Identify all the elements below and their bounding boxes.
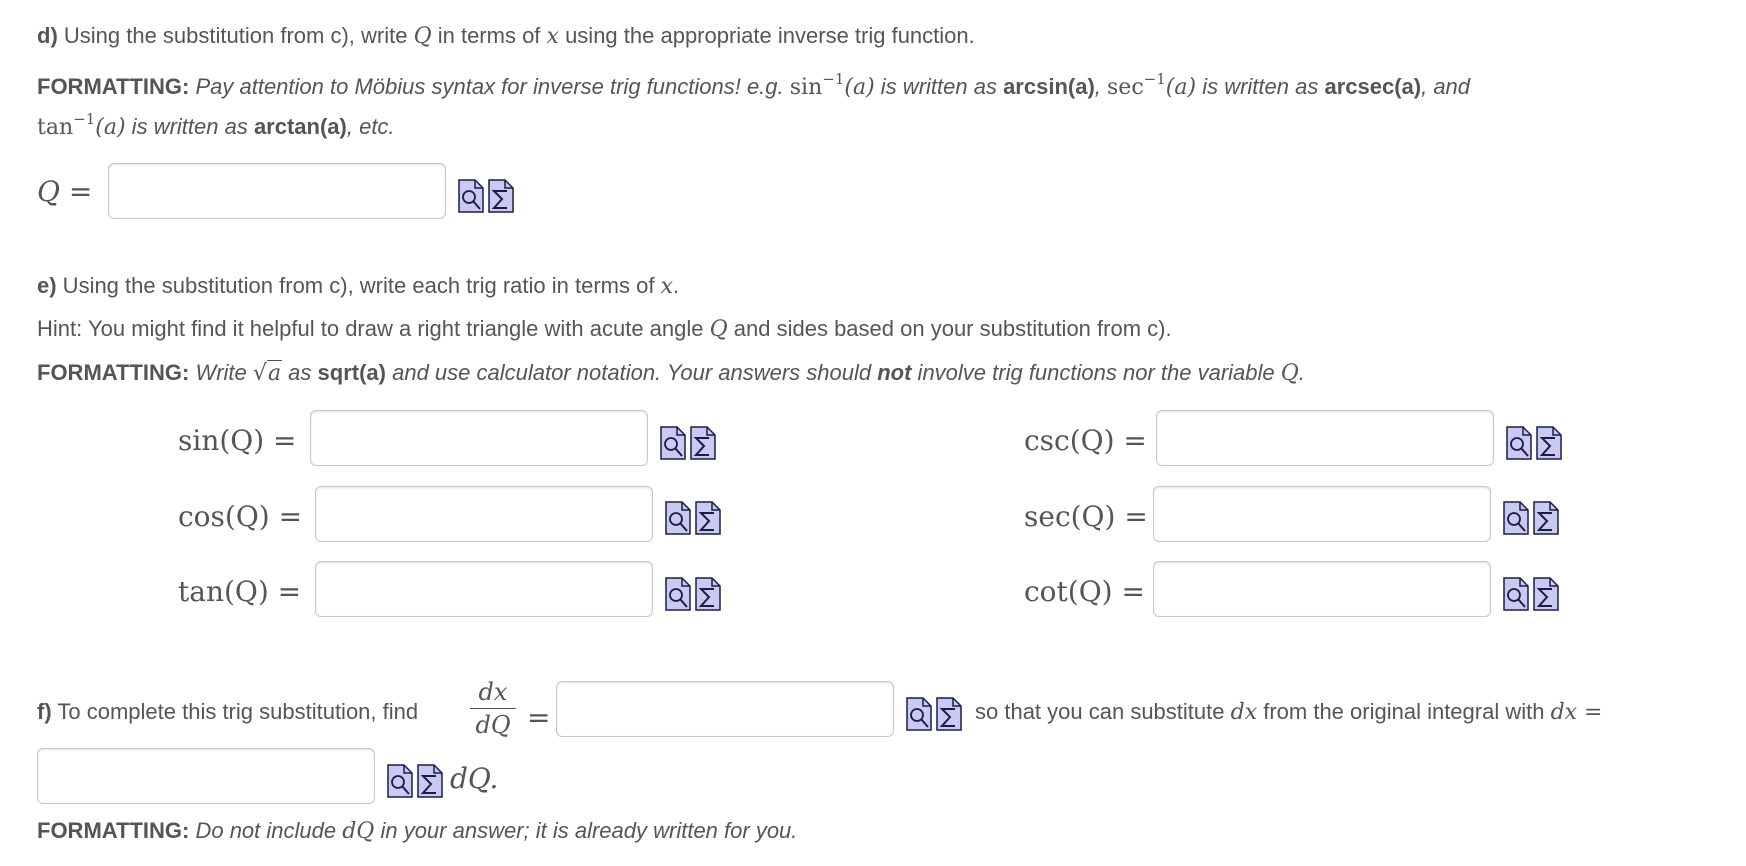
equation-editor-icon[interactable] bbox=[488, 179, 514, 213]
dx-dq-input[interactable] bbox=[556, 681, 894, 737]
equation-editor-icon[interactable] bbox=[1533, 501, 1559, 535]
formatting-label: FORMATTING: bbox=[37, 74, 190, 99]
formatting-label: FORMATTING: bbox=[37, 818, 190, 843]
equals-sign: = bbox=[527, 701, 551, 734]
csc-input[interactable] bbox=[1156, 410, 1494, 466]
part-f-label: f) bbox=[37, 699, 52, 724]
cot-label: cot(Q) = bbox=[1024, 575, 1145, 608]
cos-input[interactable] bbox=[315, 486, 653, 542]
part-f-formatting: FORMATTING: Do not include dQ in your answer; it is already written for you. bbox=[37, 818, 798, 844]
equation-editor-icon[interactable] bbox=[417, 764, 443, 798]
preview-icon[interactable] bbox=[1506, 426, 1532, 460]
preview-icon[interactable] bbox=[1503, 577, 1529, 611]
q-answer-input[interactable] bbox=[108, 163, 446, 219]
sec-label: sec(Q) = bbox=[1024, 500, 1148, 533]
part-f-question: f) To complete this trig substitution, find bbox=[37, 699, 419, 724]
preview-icon[interactable] bbox=[458, 179, 484, 213]
sin-input[interactable] bbox=[310, 410, 648, 466]
equation-editor-icon[interactable] bbox=[936, 697, 962, 731]
part-d-formatting-line1: FORMATTING: Pay attention to Möbius syntax for inverse trig functions! e.g. $\sin^{-1}(a)$ is written as arcsin(a), $\sec^{-1}(a)$ is written as arcsec(a), and bbox=[37, 70, 1471, 100]
dx-dq-fraction: dx dQ bbox=[470, 678, 516, 739]
csc-label: csc(Q) = bbox=[1024, 424, 1147, 457]
preview-icon[interactable] bbox=[660, 426, 686, 460]
tan-label: tan(Q) = bbox=[178, 575, 302, 608]
part-f-substitute-text: so that you can substitute dx from the original integral with dx = bbox=[975, 699, 1603, 725]
part-e-question: e) Using the substitution from c), write each trig ratio in terms of x. bbox=[37, 273, 680, 299]
part-d-question: d) Using the substitution from c), write Q in terms of x using the appropriate inverse trig function. bbox=[37, 23, 975, 49]
equation-editor-icon[interactable] bbox=[695, 577, 721, 611]
cos-label: cos(Q) = bbox=[178, 500, 303, 533]
sin-label: sin(Q) = bbox=[178, 424, 297, 457]
equation-editor-icon[interactable] bbox=[1533, 577, 1559, 611]
formatting-label: FORMATTING: bbox=[37, 360, 190, 385]
sec-input[interactable] bbox=[1153, 486, 1491, 542]
preview-icon[interactable] bbox=[387, 764, 413, 798]
equation-editor-icon[interactable] bbox=[690, 426, 716, 460]
tan-input[interactable] bbox=[315, 561, 653, 617]
part-e-label: e) bbox=[37, 273, 57, 298]
fraction-bar bbox=[470, 708, 516, 709]
q-answer-label: Q = bbox=[37, 175, 93, 208]
part-e-hint: Hint: You might find it helpful to draw a right triangle with acute angle Q and sides based on your substitution from c). bbox=[37, 316, 1172, 342]
equation-editor-icon[interactable] bbox=[695, 501, 721, 535]
dq-suffix: dQ. bbox=[450, 762, 499, 795]
dx-expression-input[interactable] bbox=[37, 748, 375, 804]
part-d-label: d) bbox=[37, 23, 58, 48]
preview-icon[interactable] bbox=[906, 697, 932, 731]
part-e-formatting: FORMATTING: Write √a as sqrt(a) and use calculator notation. Your answers should not involve trig functions nor the variable Q. bbox=[37, 360, 1305, 386]
cot-input[interactable] bbox=[1153, 561, 1491, 617]
equation-editor-icon[interactable] bbox=[1536, 426, 1562, 460]
part-d-formatting-line2: $\tan^{-1}(a)$ is written as arctan(a), etc. bbox=[37, 110, 395, 140]
sqrt-symbol: √a bbox=[252, 361, 282, 386]
preview-icon[interactable] bbox=[1503, 501, 1529, 535]
preview-icon[interactable] bbox=[665, 501, 691, 535]
preview-icon[interactable] bbox=[665, 577, 691, 611]
